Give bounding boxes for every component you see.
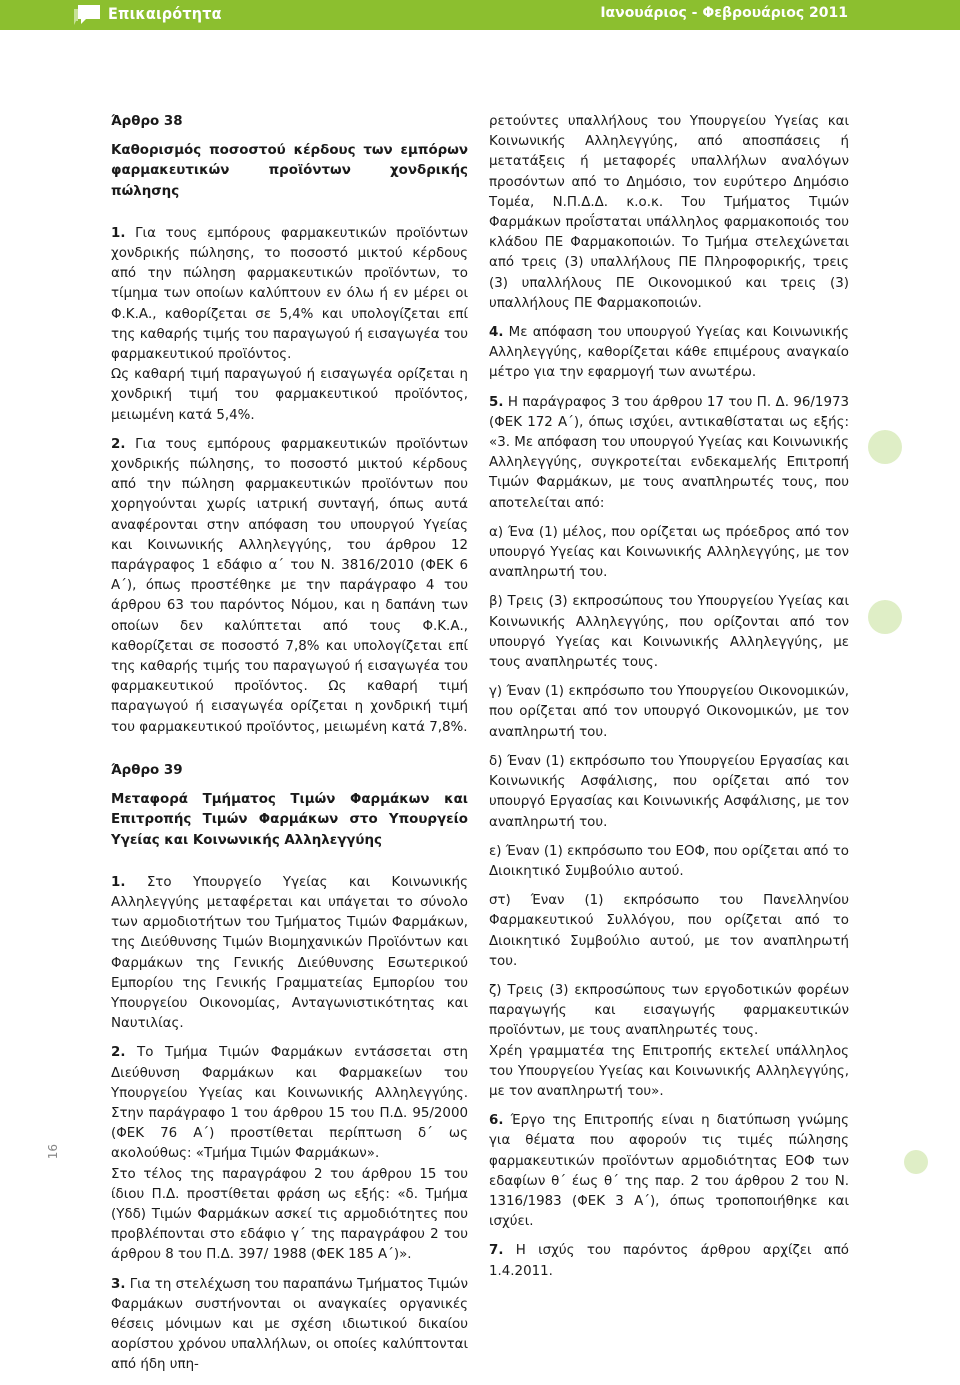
article-title: Καθορισμός ποσοστού κέρδους των εμπόρων φαρμακευτικών προϊόντων χονδρικής πώλησης xyxy=(111,143,468,199)
list-item: στ) Έναν (1) εκπρόσωπο του Πανελληνίου Φαρμακευτικού Συλλόγου, που ορίζεται από το Διοικητικό Συμβούλιο αυτού, με τον αναπληρωτή του. xyxy=(489,893,849,969)
paragraph: 6. Έργο της Επιτροπής είναι η διατύπωση γνώμης για θέματα που αφορούν τις τιμές πώλησης φαρμακευτικών προϊόντων αρμοδιότητας ΕΟΦ των εδαφίων θ΄ έως θ΄ της παρ. 2 του άρθρου 2 του Ν. 1316/1983 (ΦΕΚ 3 Α΄), όπως τροποποιήθηκε και ισχύει. xyxy=(489,1113,849,1230)
right-column xyxy=(489,112,849,1291)
issue-date: Ιανουάριος - Φεβρουάριος 2011 xyxy=(600,5,848,21)
article-label: Άρθρο 38 xyxy=(111,114,183,129)
list-item: α) Ένα (1) μέλος, που ορίζεται ως πρόεδρος από τον υπουργό Υγείας και Κοινωνικής Αλληλεγγύης, με τον αναπληρωτή του. xyxy=(489,524,849,581)
list-item: β) Τρεις (3) εκπροσώπους του Υπουργείου Υγείας και Κοινωνικής Αλληλεγγύης, που ορίζονται από τον υπουργό Υγείας και Κοινωνικής Αλληλεγγύης, με τους αναπληρωτές τους. xyxy=(489,594,849,671)
speech-bubble-icon xyxy=(72,3,104,27)
decorative-circle xyxy=(868,600,902,634)
list-item: γ) Έναν (1) εκπρόσωπο του Υπουργείου Οικονομικών, που ορίζεται από τον υπουργό Οικονομικών, με τον αναπληρωτή του. xyxy=(489,684,849,740)
left-column xyxy=(111,112,468,1385)
decorative-circle xyxy=(868,430,902,464)
paragraph: Στο τέλος της παραγράφου 2 του άρθρου 15 του ίδιου Π.Δ. προστίθεται φράση ως εξής: «δ. Τμήμα (Υδδ) Τιμών Φαρμάκων ασκεί τις αρμοδιότητες που προβλέπονται στο εδάφιο γ΄ της παραγράφου 2 του άρθρου 8 του Π.Δ. 397/ 1988 (ΦΕΚ 185 Α΄)». xyxy=(111,1166,468,1263)
paragraph: 2. Το Τμήμα Τιμών Φαρμάκων εντάσσεται στη Διεύθυνση Φαρμάκων και Φαρμακείων του Υπουργείου Υγείας και Κοινωνικής Αλληλεγγύης. Στην παράγραφο 1 του άρθρου 15 του Π.Δ. 95/2000 (ΦΕΚ 76 Α΄) προστίθεται περίπτωση δ΄ ως ακολούθως: «Τμήμα Τιμών Φαρμάκων». xyxy=(111,1045,468,1162)
article-39-heading xyxy=(111,761,468,851)
paragraph: Ως καθαρή τιμή παραγωγού ή εισαγωγέα ορίζεται η χονδρική τιμή του φαρμακευτικού προϊόντος, μειωμένη κατά 5,4%. xyxy=(111,367,468,423)
paragraph: Χρέη γραμματέα της Επιτροπής εκτελεί υπάλληλος του Υπουργείου Υγείας και Κοινωνικής Αλληλεγγύης, με τον αναπληρωτή του». xyxy=(489,1043,849,1099)
list-item: ε) Έναν (1) εκπρόσωπο του ΕΟΦ, που ορίζεται από το Διοικητικό Συμβούλιο αυτού. xyxy=(489,843,849,879)
paragraph: 3. Για τη στελέχωση του παραπάνω Τμήματος Τιμών Φαρμάκων συστήνονται οι αναγκαίες οργανικές θέσεις μόνιμων και με σχέση ιδιωτικού δικαίου αορίστου χρόνου υπαλλήλων, οι οποίες καλύπτονται από ήδη υπη- xyxy=(111,1276,468,1373)
page-header xyxy=(0,0,960,30)
paragraph: 5. Η παράγραφος 3 του άρθρου 17 του Π. Δ. 96/1973 (ΦΕΚ 172 Α΄), όπως ισχύει, αντικαθίσταται ως εξής: «3. Με απόφαση του υπουργού Υγείας και Κοινωνικής Αλληλεγγύης, συγκροτείται ενδεκαμελής Επιτροπή Τιμών Φαρμάκων, με τους αναπληρωτές τους, που αποτελείται από: xyxy=(489,394,850,511)
paragraph: 1. Στο Υπουργείο Υγείας και Κοινωνικής Αλληλεγγύης μεταφέρεται και υπάγεται το σύνολο των αρμοδιοτήτων του Τμήματος Τιμών Φαρμάκων, της Διεύθυνσης Τιμών Βιομηχανικών Προϊόντων και Φαρμάκων της Γενικής Διεύθυνσης Εσωτερικού Εμπορίου της Γενικής Γραμματείας Εμπορίου του Υπουργείου Οικονομίας, Ανταγωνιστικότητας και Ναυτιλίας. xyxy=(111,874,468,1032)
article-title: Μεταφορά Τμήματος Τιμών Φαρμάκων και Επιτροπής Τιμών Φαρμάκων στο Υπουργείο Υγείας και Κοινωνικής Αλληλεγγύης xyxy=(111,792,468,848)
paragraph: 7. Η ισχύς του παρόντος άρθρου αρχίζει από 1.4.2011. xyxy=(489,1243,849,1279)
article-label: Άρθρο 39 xyxy=(111,762,183,778)
article-38-heading xyxy=(111,112,468,202)
section-title: Επικαιρότητα xyxy=(108,4,222,23)
paragraph: 2. Για τους εμπόρους φαρμακευτικών προϊόντων χονδρικής πώλησης, το ποσοστό μικτού κέρδους από την πώληση φαρμακευτικών προϊόντων που χορηγούνται χωρίς ιατρική συνταγή, όπως αυτά αναφέρονται στην απόφαση του υπουργού Υγείας και Κοινωνικής Αλληλεγγύης, του άρθρου 12 παράγραφος 1 εδάφιο α΄ του Ν. 3816/2010 (ΦΕΚ 6 Α΄), όπως προστέθηκε με την παράγραφο 4 του άρθρου 63 του παρόντος Νόμου, και η δαπάνη των οποίων δεν καλύπτεται από τους Φ.Κ.Α., καθορίζεται σε ποσοστό 7,8% και υπολογίζεται επί της καθαρής τιμής του παραγωγού ή εισαγωγέα του φαρμακευτικού προϊόντος. Ως καθαρή τιμή παραγωγού ή εισαγωγέα ορίζεται η χονδρική τιμή του φαρμακευτικού προϊόντος, μειωμένη κατά 7,8%. xyxy=(111,436,468,735)
list-item: ζ) Τρεις (3) εκπροσώπους των εργοδοτικών φορέων παραγωγής και εισαγωγής φαρμακευτικών προϊόντων, με τους αναπληρωτές τους. xyxy=(489,982,849,1039)
paragraph: 1. Για τους εμπόρους φαρμακευτικών προϊόντων χονδρικής πώλησης, το ποσοστό μικτού κέρδους από την πώληση φαρμακευτικών προϊόντων, το τίμημα των οποίων καλύπτουν εν όλω ή εν μέρει οι Φ.Κ.Α., καθορίζεται σε 5,4% και υπολογίζεται επί της καθαρής τιμής του παραγωγού ή εισαγωγέα του φαρμακευτικού προϊόντος. xyxy=(111,225,468,363)
paragraph: 4. Με απόφαση του υπουργού Υγείας και Κοινωνικής Αλληλεγγύης, καθορίζεται κάθε επιμέρους αναγκαίο μέτρο για την εφαρμογή των ανωτέρω. xyxy=(489,325,849,381)
paragraph: ρετούντες υπαλλήλους του Υπουργείου Υγείας και Κοινωνικής Αλληλεγγύης, από αποσπάσεις ή μετατάξεις ή μεταφορές υπαλλήλων αναλόγων προσόντων από το Δημόσιο, τον ευρύτερο Δημόσιο Τομέα, Ν.Π.Δ.Δ. κ.ο.κ. Του Τμήματος Τιμών Φαρμάκων προΐσταται υπάλληλος φαρμακοποιός του κλάδου ΠΕ Φαρμακοποιών. Το Τμήμα στελεχώνεται από τρεις (3) υπαλλήλους ΠΕ Πληροφορικής, τρεις (3) υπαλλήλους ΠΕ Οικονομικού και τρεις (3) υπαλλήλους ΠΕ Φαρμακοποιών. xyxy=(489,114,849,311)
list-item: δ) Έναν (1) εκπρόσωπο του Υπουργείου Εργασίας και Κοινωνικής Ασφάλισης, που ορίζεται από τον υπουργό Εργασίας και Κοινωνικής Ασφάλισης, με τον αναπληρωτή του. xyxy=(489,753,849,830)
page-number: 16 xyxy=(46,1144,60,1160)
decorative-circle xyxy=(904,1150,928,1174)
